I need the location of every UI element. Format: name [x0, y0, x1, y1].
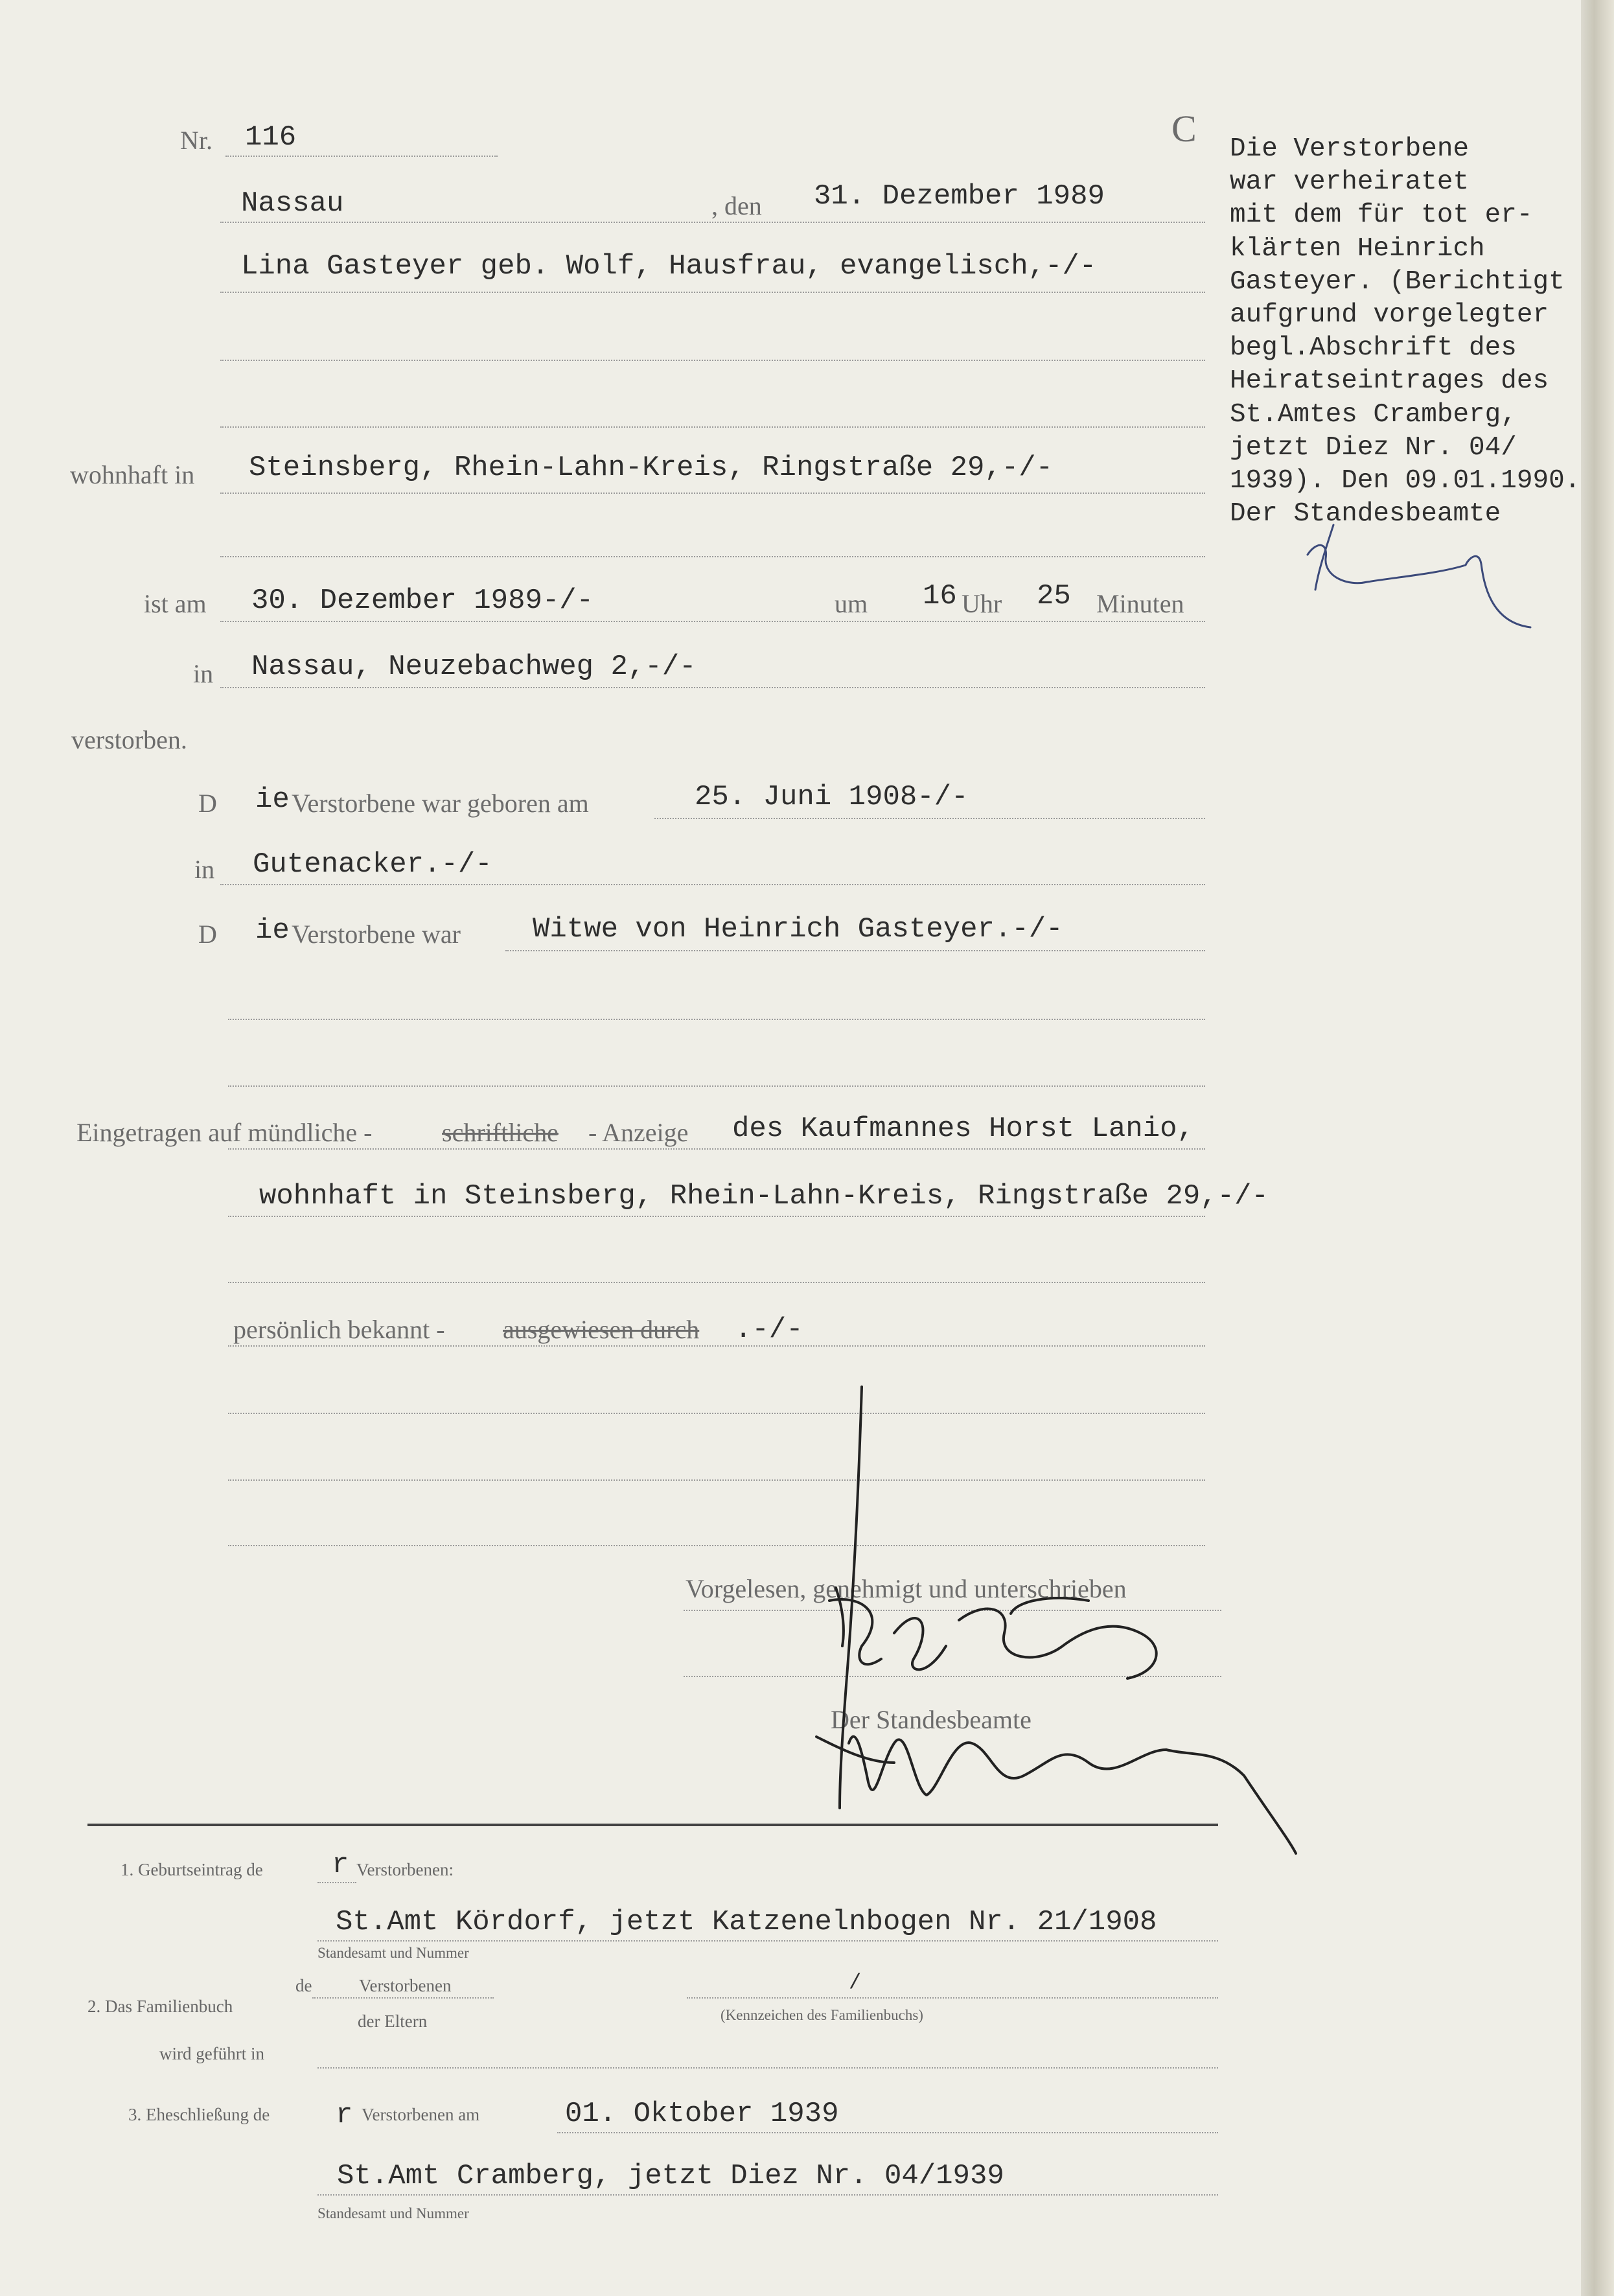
war-label: Verstorbene war	[292, 920, 461, 949]
death-date: 30. Dezember 1989-/-	[251, 585, 594, 617]
d-letter: D	[198, 920, 217, 949]
standesbeamte-label: Der Standesbeamte	[831, 1705, 1032, 1734]
marriage-label: 3. Eheschließung de	[128, 2105, 270, 2124]
in-label: in	[193, 659, 214, 688]
verstorbenen-label: Verstorbenen	[359, 1976, 452, 1995]
ist-am-label: ist am	[144, 589, 207, 618]
death-minutes: 25	[1037, 580, 1071, 612]
nr-value: 116	[245, 121, 297, 154]
r-letter: r	[336, 2099, 353, 2131]
birth-entry-label-b: Verstorbenen:	[356, 1860, 454, 1879]
death-hour: 16	[923, 580, 957, 612]
uhr-label: Uhr	[962, 589, 1002, 618]
standesamt-nummer-caption: Standesamt und Nummer	[317, 1945, 469, 1961]
eltern-label: der Eltern	[358, 2012, 428, 2031]
ie-typed: ie	[255, 914, 290, 947]
registrar-signature	[816, 1737, 1296, 1853]
registry-date: 31. Dezember 1989	[814, 180, 1105, 213]
wohnhaft-label: wohnhaft in	[70, 460, 195, 489]
bekannt-label: persönlich bekannt -	[233, 1315, 445, 1344]
margin-correction-note: Die Verstorbene war verheiratet mit dem für tot er- klärten Heinrich Gasteyer. (Berichtigt aufgrund vorgelegter begl.Abschrift des Heiratseintrages des St.Amtes Cramberg, jetzt Diez Nr. 04/ 1939). Den 09.01.1990. Der Standesbeamte	[1230, 134, 1581, 529]
birth-entry: St.Amt Kördorf, jetzt Katzenelnbogen Nr. 21/1908	[336, 1906, 1157, 1938]
eingetragen-label: Eingetragen auf mündliche -	[76, 1118, 373, 1147]
note-signature	[1308, 525, 1530, 627]
gefuehrt-label: wird geführt in	[159, 2044, 264, 2063]
ausgewiesen-struck: ausgewiesen durch	[503, 1315, 700, 1344]
vorgelesen-label: Vorgelesen, genehmigt und unterschrieben	[686, 1574, 1127, 1603]
verstorben-label: verstorben.	[71, 725, 187, 754]
corner-letter: C	[1171, 108, 1197, 150]
family-book-label: 2. Das Familienbuch	[87, 1997, 233, 2016]
den-label: , den	[711, 191, 762, 220]
informant-signature	[829, 1387, 1157, 1808]
marriage-date: 01. Oktober 1939	[565, 2098, 839, 2130]
deceased-person: Lina Gasteyer geb. Wolf, Hausfrau, evangelisch,-/-	[241, 250, 1097, 283]
um-label: um	[835, 589, 868, 618]
de-label: de	[295, 1976, 312, 1995]
informant-residence: wohnhaft in Steinsberg, Rhein-Lahn-Kreis, Ringstraße 29,-/-	[259, 1180, 1269, 1212]
marriage-label-b: Verstorbenen am	[362, 2105, 480, 2124]
d-letter: D	[198, 789, 217, 818]
born-label: Verstorbene war geboren am	[292, 789, 589, 818]
birth-entry-label: 1. Geburtseintrag de	[121, 1860, 263, 1879]
registry-place: Nassau	[241, 187, 344, 220]
birth-place: Gutenacker.-/-	[253, 848, 492, 881]
bekannt-suffix: .-/-	[735, 1314, 803, 1346]
birth-date: 25. Juni 1908-/-	[695, 781, 969, 813]
death-place: Nassau, Neuzebachweg 2,-/-	[251, 651, 697, 683]
standesamt-nummer-caption: Standesamt und Nummer	[317, 2205, 469, 2221]
kennzeichen-caption: (Kennzeichen des Familienbuchs)	[721, 2007, 923, 2023]
marriage-entry: St.Amt Cramberg, jetzt Diez Nr. 04/1939	[337, 2160, 1004, 2192]
familienbuch-slash: /	[849, 1971, 862, 1995]
in-label: in	[194, 855, 215, 884]
informant: des Kaufmannes Horst Lanio,	[732, 1113, 1194, 1145]
minuten-label: Minuten	[1096, 589, 1184, 618]
residence: Steinsberg, Rhein-Lahn-Kreis, Ringstraße 29,-/-	[249, 452, 1054, 484]
nr-label: Nr.	[180, 126, 213, 155]
ie-typed: ie	[255, 783, 290, 816]
marital-status: Witwe von Heinrich Gasteyer.-/-	[533, 913, 1063, 945]
anzeige-label: - Anzeige	[588, 1118, 689, 1147]
schriftliche-struck: schriftliche	[442, 1118, 559, 1147]
r-letter: r	[332, 1849, 349, 1881]
